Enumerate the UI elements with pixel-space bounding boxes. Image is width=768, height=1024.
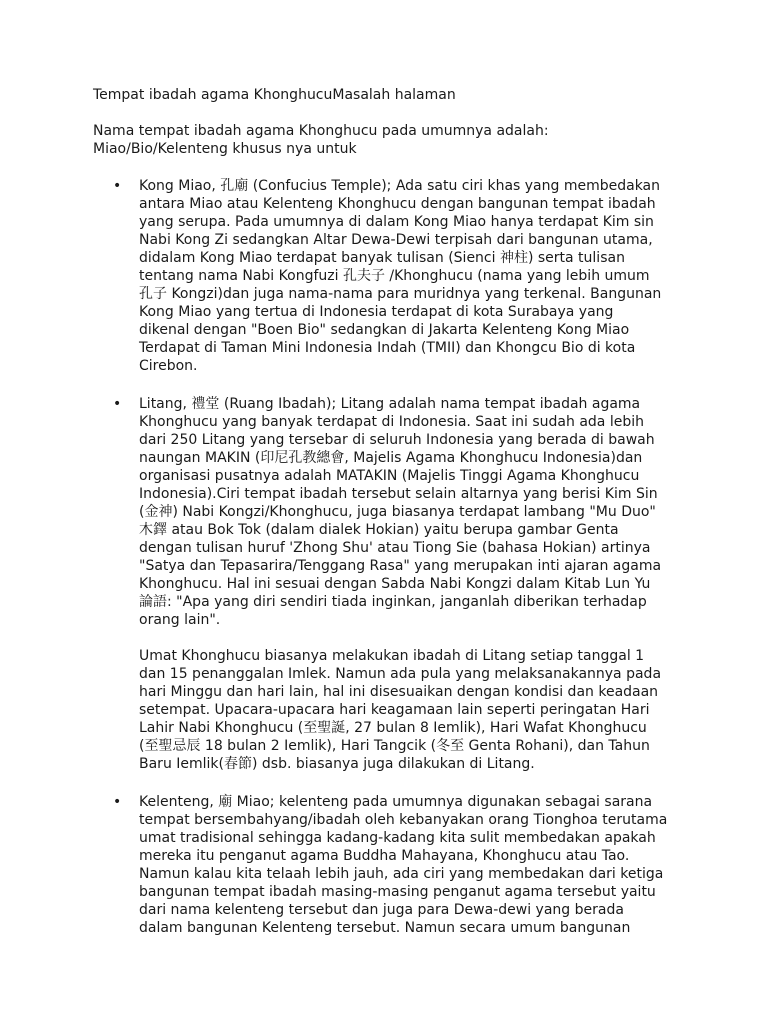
text-line: Nabi Kong Zi sedangkan Altar Dewa-Dewi terpisah dari bangunan utama, (139, 232, 653, 248)
list-item (113, 177, 699, 375)
text-line: Indonesia).Ciri tempat ibadah tersebut selain altarnya yang berisi Kim Sin (139, 486, 658, 502)
text-line: umat tradisional sehingga kadang-kadang kita sulit membedakan apakah (139, 830, 656, 846)
text-line: 孔子 Kongzi)dan juga nama-nama para muridnya yang terkenal. Bangunan (139, 286, 662, 302)
text-line: Khonghucu. Hal ini sesuai dengan Sabda Nabi Kongzi dalam Kitab Lun Yu (139, 576, 651, 592)
bullet-marker: • (113, 794, 122, 810)
text-line: Namun kalau kita telaah lebih jauh, ada ciri yang membedakan dari ketiga (139, 866, 664, 882)
text-line: hari Minggu dan hari lain, hal ini disesuaikan dengan kondisi dan keadaan (139, 684, 659, 700)
text-line: dikenal dengan "Boen Bio" sedangkan di Jakarta Kelenteng Kong Miao (139, 322, 630, 338)
text-line: antara Miao atau Kelenteng Khonghucu dengan bangunan tempat ibadah (139, 196, 656, 212)
item-paragraph (139, 647, 699, 773)
bullet-list (113, 177, 699, 957)
text-line: (至聖忌辰 18 bulan 2 Iemlik), Hari Tangcik (冬至 Genta Rohani), dan Tahun (139, 738, 650, 754)
intro-paragraph (93, 122, 549, 158)
text-line: dari nama kelenteng tersebut dan juga para Dewa-dewi yang berada (139, 902, 624, 918)
text-line: Umat Khonghucu biasanya melakukan ibadah di Litang setiap tanggal 1 (139, 648, 645, 664)
text-line: Kong Miao yang tertua di Indonesia terdapat di kota Surabaya yang (139, 304, 614, 320)
text-line: didalam Kong Miao terdapat banyak tulisan (Sienci 神柱) serta tulisan (139, 250, 625, 266)
intro-line: Nama tempat ibadah agama Khonghucu pada umumnya adalah: (93, 123, 549, 139)
text-line: tentang nama Nabi Kongfuzi 孔夫子 /Khonghucu (nama yang lebih umum (139, 268, 650, 284)
text-line: "Satya dan Tepasarira/Tenggang Rasa" yang merupakan inti ajaran agama (139, 558, 662, 574)
list-item (113, 395, 699, 773)
text-line: dengan tulisan huruf 'Zhong Shu' atau Tiong Sie (bahasa Hokian) artinya (139, 540, 651, 556)
text-line: orang lain". (139, 612, 221, 628)
text-line: Khonghucu yang banyak terdapat di Indonesia. Saat ini sudah ada lebih (139, 414, 644, 430)
text-line: mereka itu penganut agama Buddha Mahayana, Khonghucu atau Tao. (139, 848, 630, 864)
text-line: tempat bersembahyang/ibadah oleh kebanyakan orang Tionghoa terutama (139, 812, 668, 828)
text-line: Baru Iemlik(春節) dsb. biasanya juga dilakukan di Litang. (139, 756, 535, 772)
text-line: organisasi pusatnya adalah MATAKIN (Majelis Tinggi Agama Khonghucu (139, 468, 640, 484)
document-title: Tempat ibadah agama KhonghucuMasalah halaman (93, 87, 456, 103)
text-line: Cirebon. (139, 358, 198, 374)
text-line: Terdapat di Taman Mini Indonesia Indah (TMII) dan Khongcu Bio di kota (139, 340, 636, 356)
text-line: setempat. Upacara-upacara hari keagamaan lain seperti peringatan Hari (139, 702, 650, 718)
text-line: 論語: "Apa yang diri sendiri tiada inginkan, janganlah diberikan terhadap (139, 594, 647, 610)
text-line: Kong Miao, 孔廟 (Confucius Temple); Ada satu ciri khas yang membedakan (139, 178, 661, 194)
list-item (113, 793, 699, 937)
item-paragraph (139, 793, 699, 937)
text-line: (金神) Nabi Kongzi/Khonghucu, juga biasanya terdapat lambang "Mu Duo" (139, 504, 656, 520)
text-line: Kelenteng, 廟 Miao; kelenteng pada umumnya digunakan sebagai sarana (139, 794, 653, 810)
text-line: dalam bangunan Kelenteng tersebut. Namun secara umum bangunan (139, 920, 631, 936)
text-line: dan 15 penanggalan Imlek. Namun ada pula yang melaksanakannya pada (139, 666, 662, 682)
intro-line: Miao/Bio/Kelenteng khusus nya untuk (93, 141, 357, 157)
text-line: 木鐸 atau Bok Tok (dalam dialek Hokian) yaitu berupa gambar Genta (139, 522, 619, 538)
text-line: yang serupa. Pada umumnya di dalam Kong Miao hanya terdapat Kim sin (139, 214, 654, 230)
item-paragraph (139, 395, 699, 629)
item-paragraph (139, 177, 699, 375)
bullet-marker: • (113, 178, 122, 194)
text-line: Lahir Nabi Khonghucu (至聖誕, 27 bulan 8 Iemlik), Hari Wafat Khonghucu (139, 720, 647, 736)
text-line: bangunan tempat ibadah masing-masing penganut agama tersebut yaitu (139, 884, 656, 900)
bullet-marker: • (113, 396, 122, 412)
text-line: dari 250 Litang yang tersebar di seluruh Indonesia yang berada di bawah (139, 432, 655, 448)
text-line: naungan MAKIN (印尼孔教總會, Majelis Agama Khonghucu Indonesia)dan (139, 450, 643, 466)
text-line: Litang, 禮堂 (Ruang Ibadah); Litang adalah nama tempat ibadah agama (139, 396, 641, 412)
